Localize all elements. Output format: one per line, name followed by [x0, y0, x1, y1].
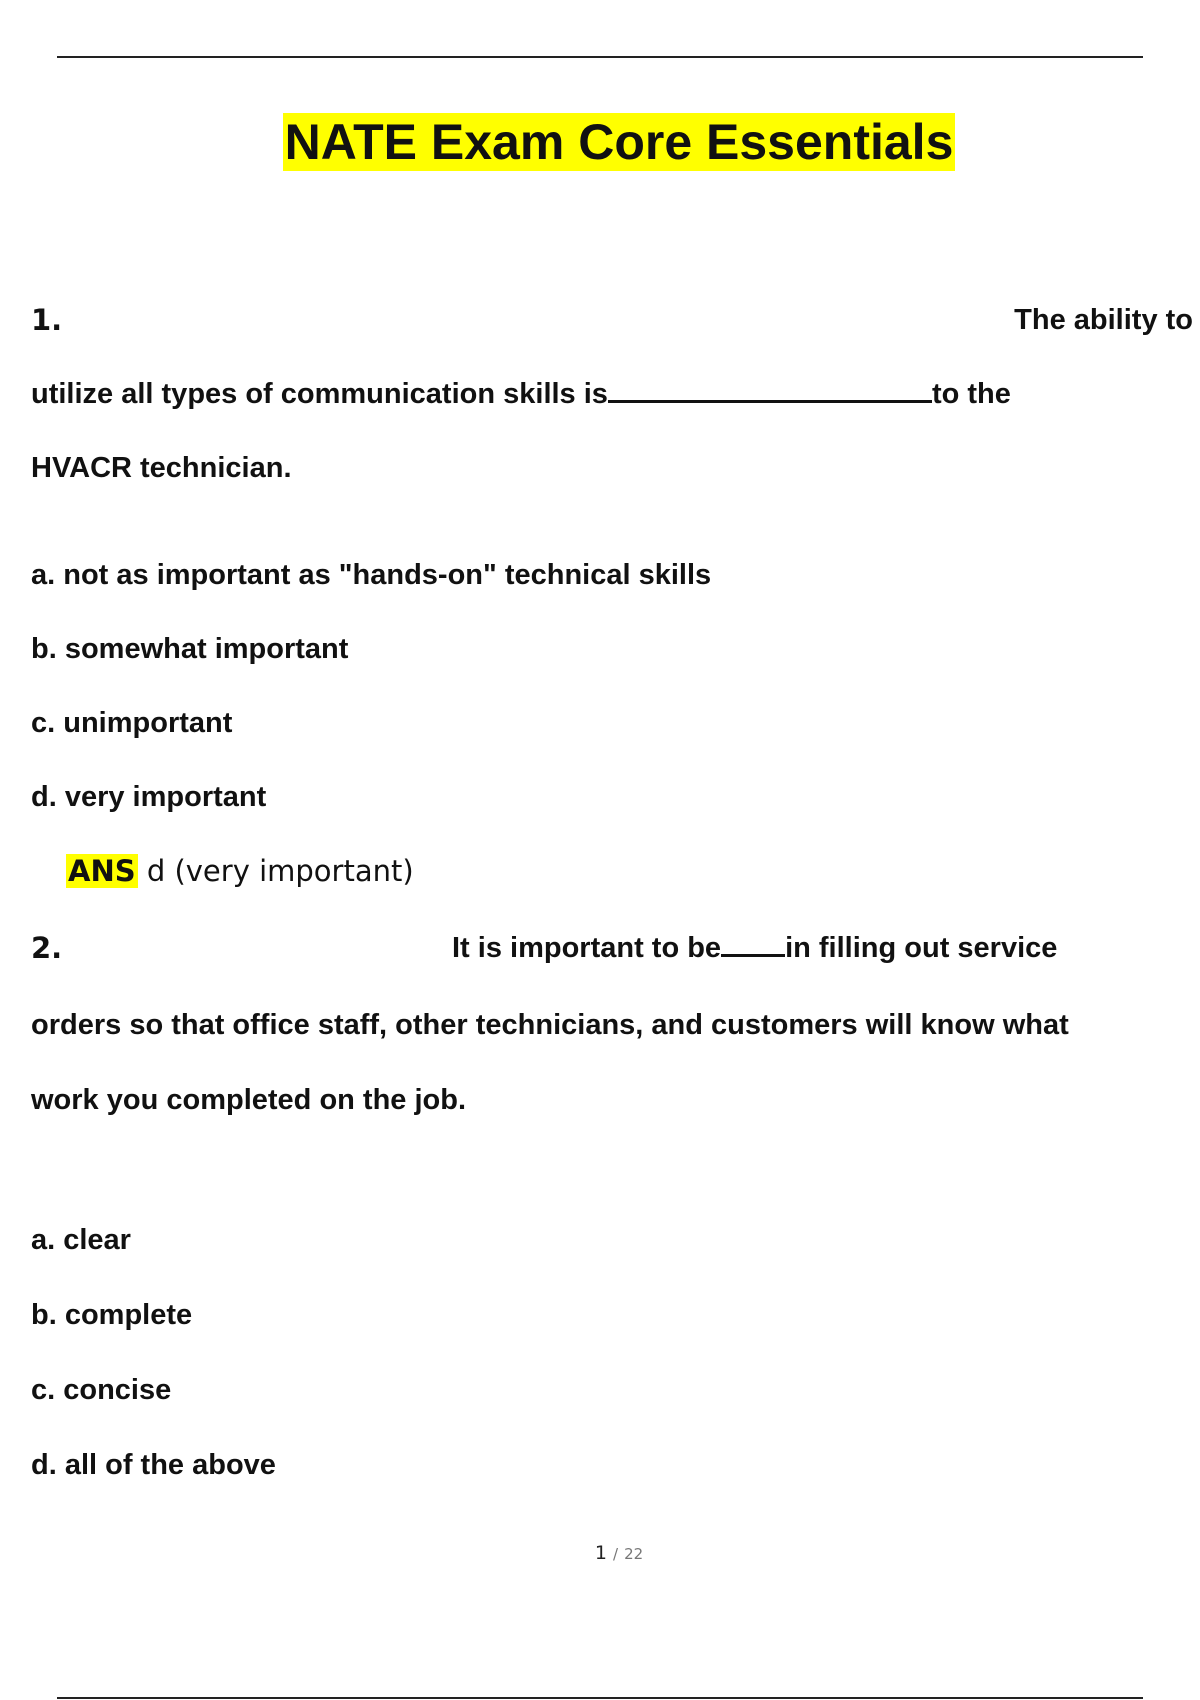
question-number: 2.: [31, 931, 63, 965]
stem-text: to the: [931, 378, 1011, 410]
answer-tag: ANS: [68, 854, 136, 888]
option-b: b. somewhat important: [31, 633, 349, 665]
answer-blank: [608, 376, 932, 403]
question-stem-line: work you completed on the job.: [31, 1084, 467, 1116]
question-stem-line: HVACR technician.: [31, 452, 292, 484]
page-current: 1: [594, 1542, 607, 1564]
document-title-text: NATE Exam Core Essentials: [284, 114, 954, 170]
document-title: [0, 112, 1200, 172]
stem-text: utilize all types of communication skills is: [31, 378, 608, 410]
option-b: b. complete: [31, 1299, 193, 1331]
answer-text: d (very important): [146, 854, 414, 888]
page-total: 22: [624, 1545, 644, 1563]
answer-line: [66, 852, 414, 890]
option-a: a. clear: [31, 1224, 131, 1256]
option-a: a. not as important as "hands-on" technical skills: [31, 559, 712, 591]
bottom-rule: [57, 1697, 1143, 1699]
page-indicator: [0, 1542, 1200, 1564]
stem-text: It is important to be: [452, 932, 722, 964]
question-stem-line: The ability to: [1014, 304, 1193, 336]
answer-blank: [721, 930, 785, 957]
option-c: c. concise: [31, 1374, 172, 1406]
question-number: 1.: [31, 303, 63, 337]
page-separator: /: [612, 1545, 619, 1563]
option-d: d. all of the above: [31, 1449, 276, 1481]
question-stem-line: [31, 376, 1011, 412]
option-c: c. unimportant: [31, 707, 233, 739]
top-rule: [57, 56, 1143, 58]
option-d: d. very important: [31, 781, 267, 813]
stem-text: in filling out service: [785, 932, 1058, 964]
question-stem-line: [452, 930, 1057, 966]
question-stem-line: orders so that office staff, other technicians, and customers will know what: [31, 1009, 1069, 1041]
